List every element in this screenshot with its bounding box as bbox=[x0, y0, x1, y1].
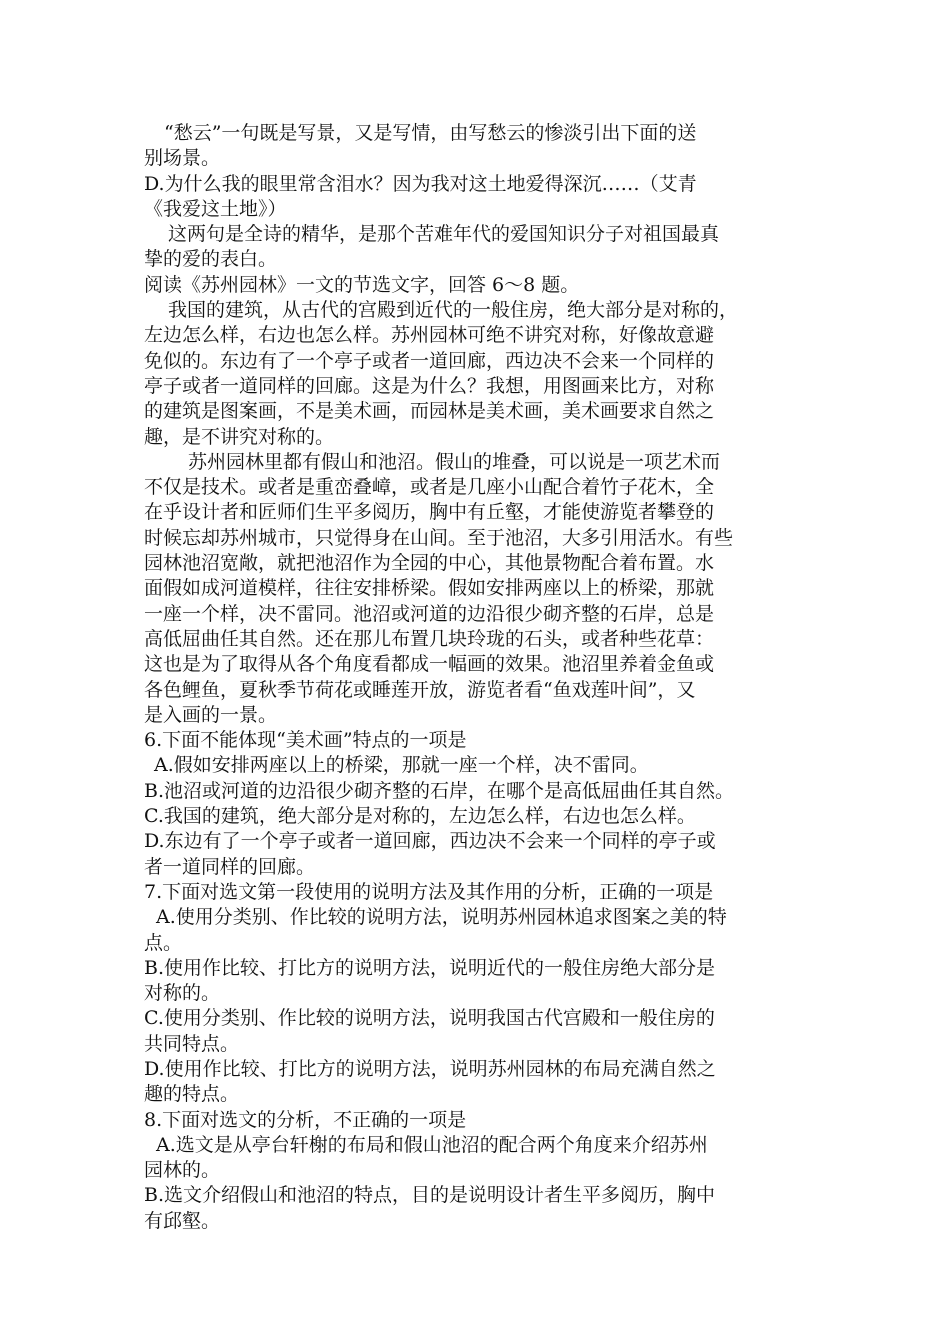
text-line: 共同特点。 bbox=[144, 1032, 240, 1055]
text-line: A.选文是从亭台轩榭的布局和假山池沼的配合两个角度来介绍苏州 bbox=[156, 1133, 708, 1156]
text-line: 趣，是不讲究对称的。 bbox=[144, 425, 335, 448]
text-line: 趣的特点。 bbox=[144, 1083, 240, 1106]
text-line: D.使用作比较、打比方的说明方法，说明苏州园林的布局充满自然之 bbox=[144, 1057, 716, 1080]
text-line: 7.下面对选文第一段使用的说明方法及其作用的分析，正确的一项是 bbox=[144, 880, 714, 903]
text-line: 对称的。 bbox=[144, 982, 221, 1005]
text-line: 园林的。 bbox=[144, 1159, 221, 1182]
text-line: 点。 bbox=[144, 931, 183, 954]
text-line: 一座一个样，决不雷同。池沼或河道的边沿很少砌齐整的石岸，总是 bbox=[144, 602, 715, 625]
text-line: 这两句是全诗的精华，是那个苦难年代的爱国知识分子对祖国最真 bbox=[168, 223, 720, 246]
text-line: 是入画的一景。 bbox=[144, 703, 278, 726]
text-line: 6.下面不能体现“美术画”特点的一项是 bbox=[144, 729, 467, 752]
text-line: C.使用分类别、作比较的说明方法，说明我国古代宫殿和一般住房的 bbox=[144, 1007, 715, 1030]
text-line: B.选文介绍假山和池沼的特点，目的是说明设计者生平多阅历，胸中 bbox=[144, 1184, 716, 1207]
text-line: 挚的爱的表白。 bbox=[144, 248, 278, 271]
text-line: 亭子或者一道同样的回廊。这是为什么？我想，用图画来比方，对称 bbox=[144, 374, 715, 397]
text-line: 各色鲤鱼，夏秋季节荷花或睡莲开放，游览者看“鱼戏莲叶间”，又 bbox=[144, 678, 696, 701]
text-line: B.池沼或河道的边沿很少砌齐整的石岸，在哪个是高低屈曲任其自然。 bbox=[144, 779, 735, 802]
document-page bbox=[144, 121, 814, 1234]
text-line: 《我爱这土地》） bbox=[144, 197, 287, 220]
text-line: 免似的。东边有了一个亭子或者一道回廊，西边决不会来一个同样的 bbox=[144, 349, 715, 372]
text-line: 园林池沼宽敞，就把池沼作为全园的中心，其他景物配合着布置。水 bbox=[144, 552, 715, 575]
text-line: 阅读《苏州园林》一文的节选文字，回答 6～8 题。 bbox=[144, 273, 580, 296]
text-line: 者一道同样的回廊。 bbox=[144, 855, 316, 878]
text-line: 不仅是技术。或者是重峦叠嶂，或者是几座小山配合着竹子花木，全 bbox=[144, 476, 715, 499]
text-line: A.假如安排两座以上的桥梁，那就一座一个样，决不雷同。 bbox=[154, 754, 649, 777]
text-line: 我国的建筑，从古代的宫殿到近代的一般住房，绝大部分是对称的， bbox=[168, 299, 739, 322]
text-line: B.使用作比较、打比方的说明方法，说明近代的一般住房绝大部分是 bbox=[144, 956, 716, 979]
text-line: D.东边有了一个亭子或者一道回廊，西边决不会来一个同样的亭子或 bbox=[144, 830, 716, 853]
text-line: 左边怎么样，右边也怎么样。苏州园林可绝不讲究对称，好像故意避 bbox=[144, 324, 715, 347]
text-line: C.我国的建筑，绝大部分是对称的，左边怎么样，右边也怎么样。 bbox=[144, 805, 696, 828]
text-line: 的建筑是图案画，不是美术画，而园林是美术画，美术画要求自然之 bbox=[144, 400, 715, 423]
text-line: A.使用分类别、作比较的说明方法，说明苏州园林追求图案之美的特 bbox=[156, 906, 727, 929]
text-line: 别场景。 bbox=[144, 147, 221, 170]
text-line: 面假如成河道模样，往往安排桥梁。假如安排两座以上的桥梁，那就 bbox=[144, 577, 715, 600]
text-line: 高低屈曲任其自然。还在那儿布置几块玲珑的石头，或者种些花草： bbox=[144, 627, 715, 650]
text-line: “愁云”一句既是写景，又是写情，由写愁云的惨淡引出下面的送 bbox=[164, 122, 697, 144]
text-line: 8.下面对选文的分析，不正确的一项是 bbox=[144, 1108, 467, 1131]
text-line: 时候忘却苏州城市，只觉得身在山间。至于池沼，大多引用活水。有些 bbox=[144, 526, 734, 549]
text-line: 在乎设计者和匠师们生平多阅历，胸中有丘壑，才能使游览者攀登的 bbox=[144, 501, 715, 524]
text-line: 有邱壑。 bbox=[144, 1209, 221, 1232]
text-line: 这也是为了取得从各个角度看都成一幅画的效果。池沼里养着金鱼或 bbox=[144, 653, 715, 676]
text-line: 苏州园林里都有假山和池沼。假山的堆叠，可以说是一项艺术而 bbox=[188, 450, 721, 473]
text-line: D.为什么我的眼里常含泪水？因为我对这土地爱得深沉……（艾青 bbox=[144, 172, 697, 195]
